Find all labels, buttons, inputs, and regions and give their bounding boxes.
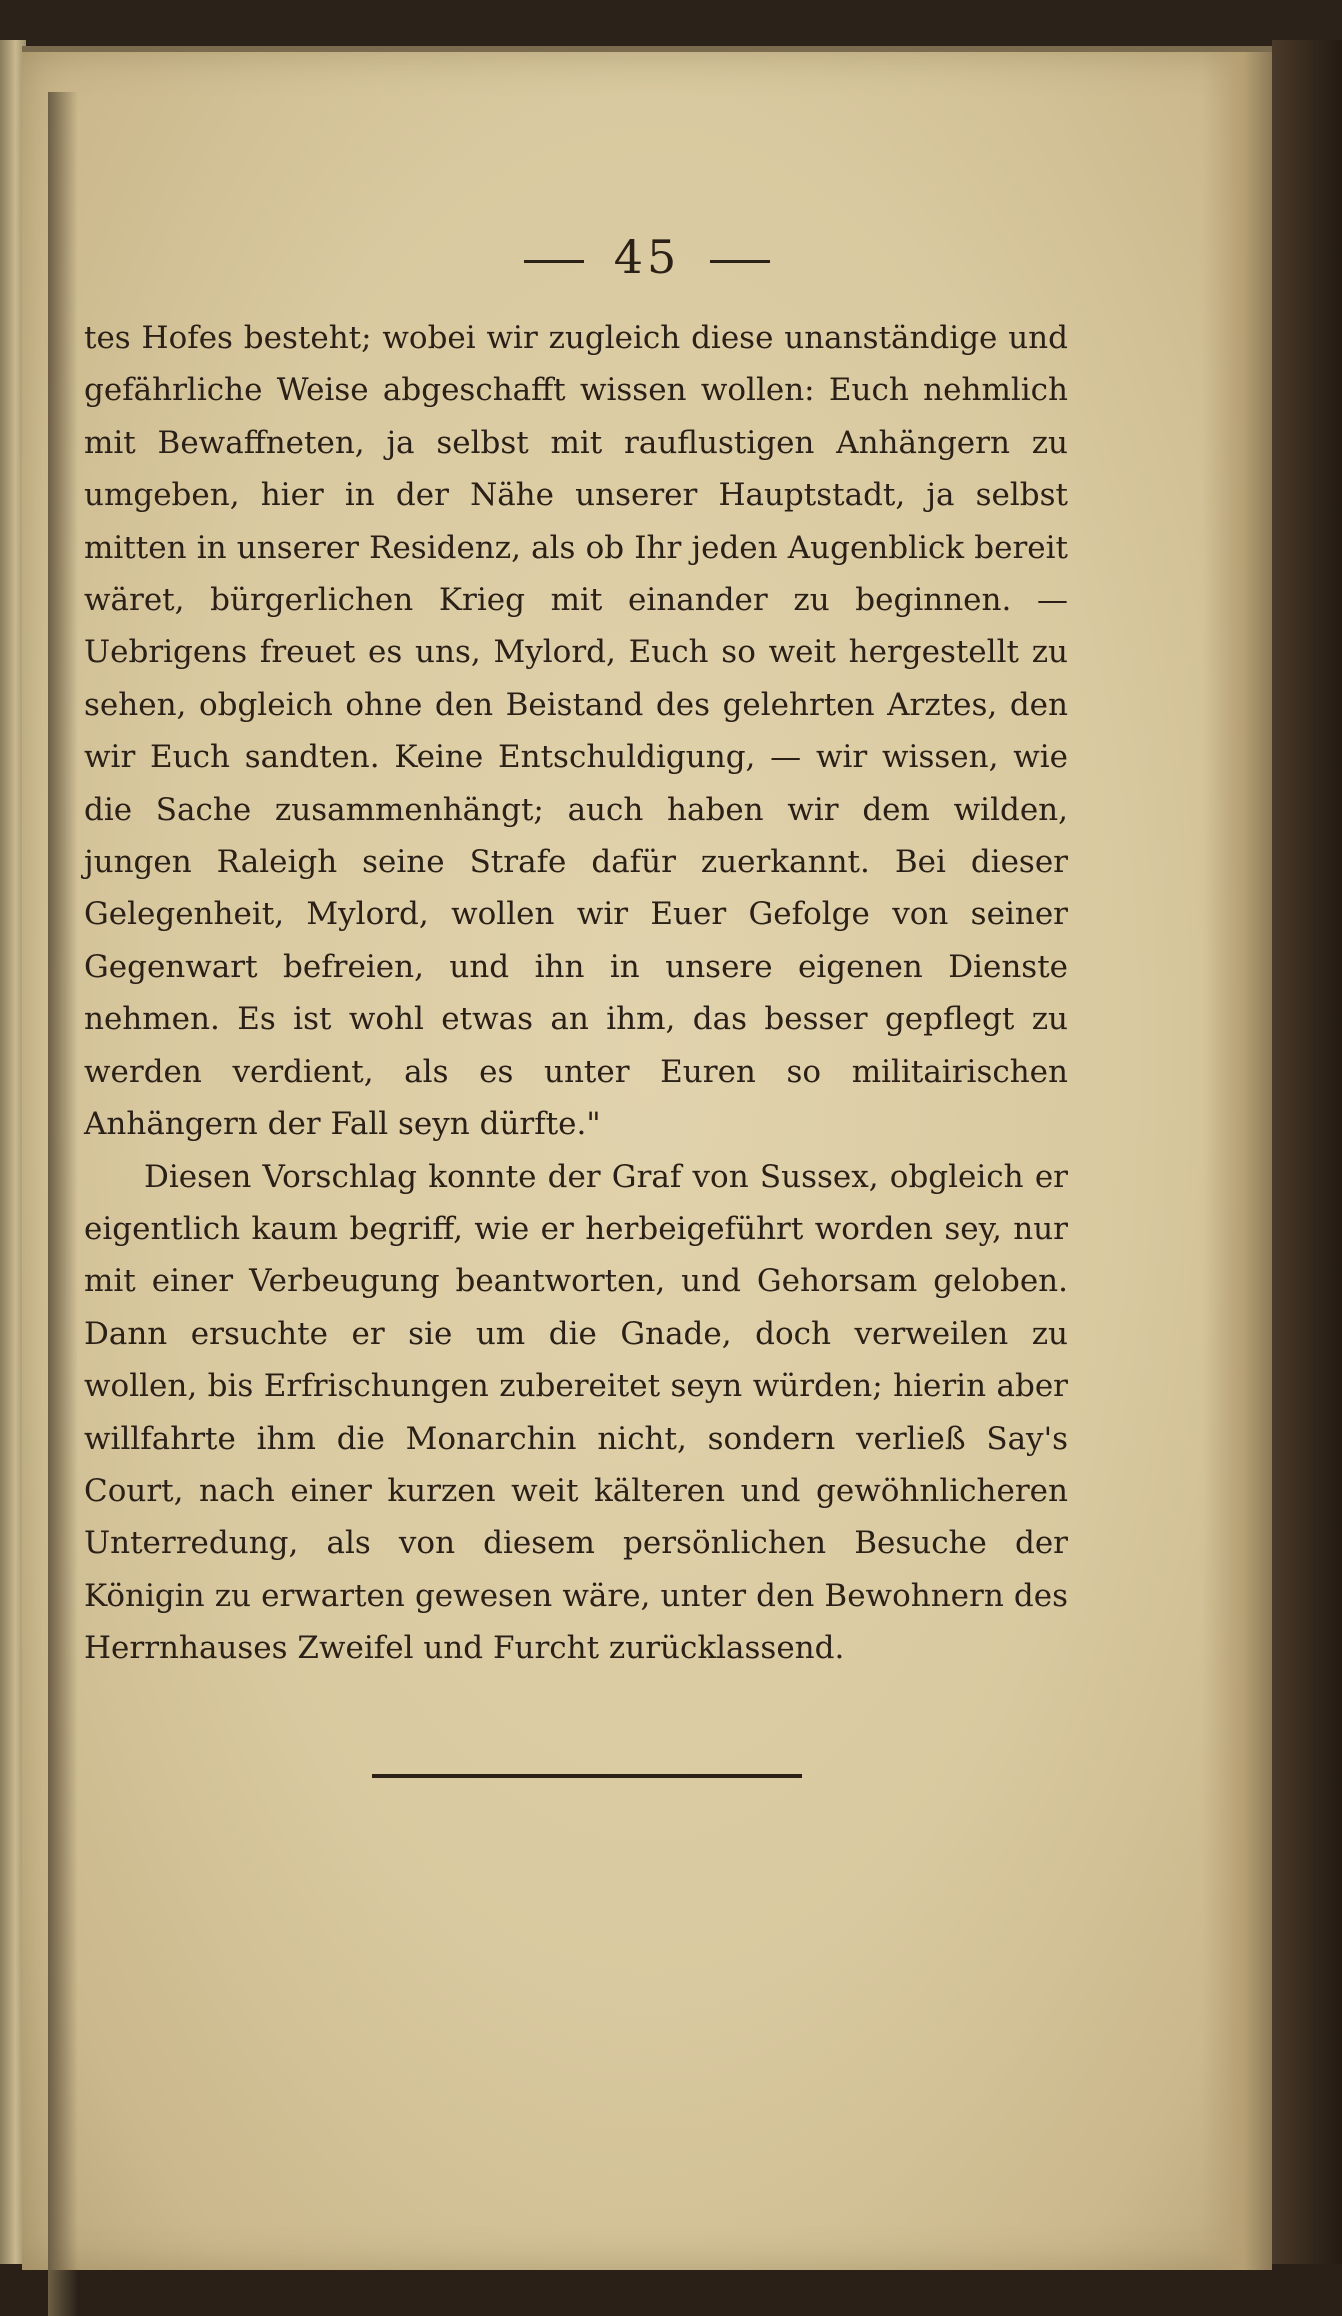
book-cover-edge: [1272, 40, 1342, 2264]
paragraph-1: tes Hofes besteht; wobei wir zugleich diese unanständige und gefährliche Weise abgeschafft wissen wollen: Euch nehmlich mit Bewaffneten, ja selbst mit rauflustigen Anhängern zu umgeben, hier in der Nähe unserer Hauptstadt, ja selbst mitten in unserer Residenz, als ob Ihr jeden Augenblick bereit wäret, bürgerlichen Krieg mit einander zu beginnen. — Uebrigens freuet es uns, Mylord, Euch so weit hergestellt zu sehen, obgleich ohne den Beistand des gelehrten Arztes, den wir Euch sandten. Keine Entschuldigung, — wir wissen, wie die Sache zusammenhängt; auch haben wir dem wilden, jungen Raleigh seine Strafe dafür zuerkannt. Bei dieser Gelegenheit, Mylord, wollen wir Euer Gefolge von seiner Gegenwart befreien, und ihn in unsere eigenen Dienste nehmen. Es ist wohl etwas an ihm, das besser gepflegt zu werden verdient, als es unter Euren so militairischen Anhängern der Fall seyn dürfte.": [84, 320, 1068, 1143]
closing-rule: [372, 1774, 802, 1778]
body-text: [84, 312, 1068, 1675]
book-page: [22, 46, 1272, 2270]
header-dash-left: [524, 260, 584, 263]
page-header: [22, 230, 1272, 284]
header-dash-right: [710, 260, 770, 263]
paragraph-2: Diesen Vorschlag konnte der Graf von Sussex, obgleich er eigentlich kaum begriff, wie er herbeigeführt worden sey, nur mit einer Verbeugung beantworten, und Gehorsam geloben. Dann ersuchte er sie um die Gnade, doch verweilen zu wollen, bis Erfrischungen zubereitet seyn würden; hierin aber willfahrte ihm die Monarchin nicht, sondern verließ Say's Court, nach einer kurzen weit kälteren und gewöhnlicheren Unterredung, als von diesem persönlichen Besuche der Königin zu erwarten gewesen wäre, unter den Bewohnern des Herrnhauses Zweifel und Furcht zurücklassend.: [84, 1158, 1068, 1667]
page-edge-shadow: [1202, 52, 1272, 2270]
spine-shadow: [48, 92, 78, 2316]
page-number: 45: [613, 230, 681, 284]
